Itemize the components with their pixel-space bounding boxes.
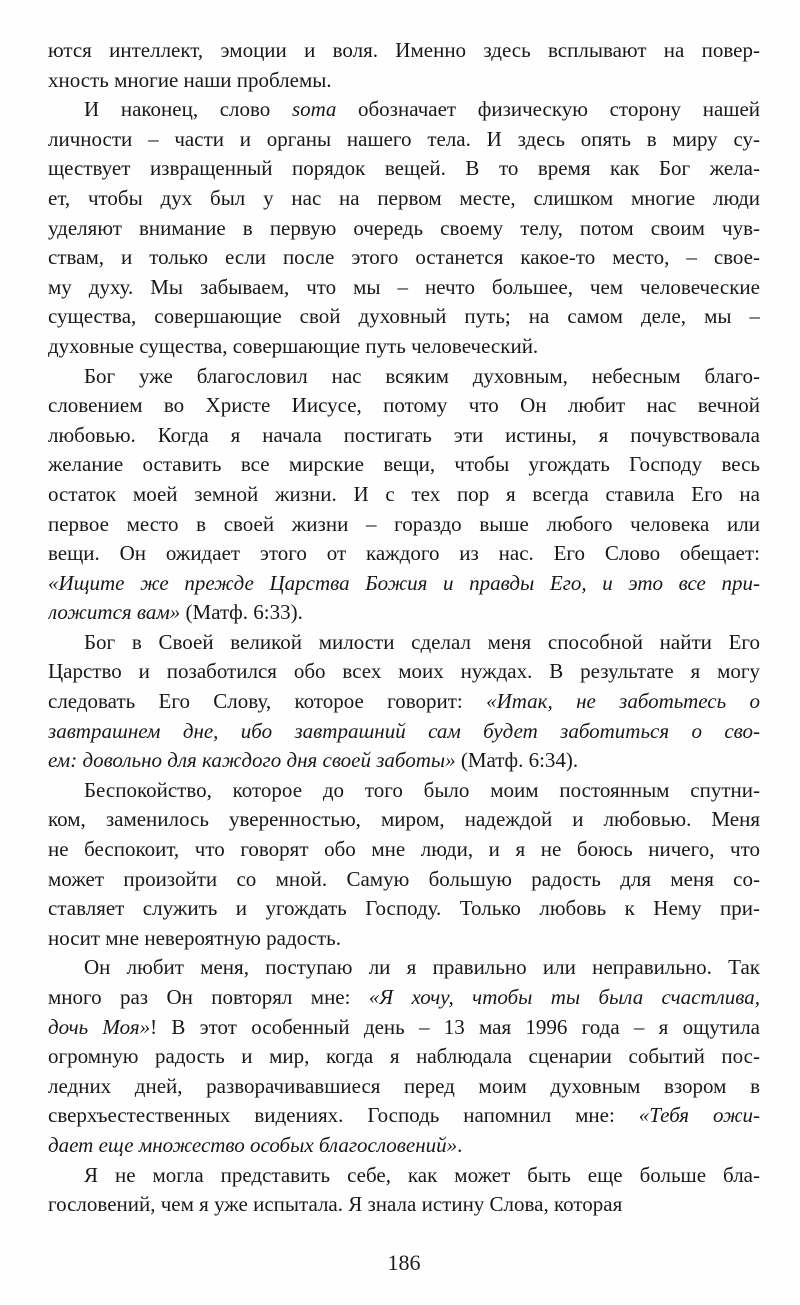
text-line xyxy=(48,835,760,865)
text-line xyxy=(48,273,760,303)
text-line xyxy=(48,214,760,244)
page-number: 186 xyxy=(387,1250,421,1275)
text-run: любовью. Когда я начала постигать эти истины, я почувствовала xyxy=(48,422,760,447)
italic-text-run: завтрашнем дне, ибо завтрашний сам будет заботиться о сво- xyxy=(48,718,760,743)
paragraph xyxy=(48,953,760,1160)
text-run: личности – части и органы нашего тела. И здесь опять в миру су- xyxy=(48,126,760,151)
text-line xyxy=(48,717,760,747)
text-line xyxy=(48,569,760,599)
text-run: (Матф. 6:34). xyxy=(455,748,579,773)
italic-text-run: дочь Моя» xyxy=(48,1014,151,1039)
page-text xyxy=(48,36,760,1220)
text-line xyxy=(48,953,760,983)
text-line xyxy=(48,1042,760,1072)
text-line xyxy=(48,657,760,687)
text-run: духовные существа, совершающие путь человеческий. xyxy=(48,333,539,358)
text-line xyxy=(48,36,760,66)
text-run: обозначает физическую сторону нашей xyxy=(336,97,760,122)
text-run: ком, заменилось уверенностью, миром, надеждой и любовью. Меня xyxy=(48,807,760,832)
paragraph xyxy=(48,628,760,776)
italic-text-run: soma xyxy=(291,97,337,122)
italic-text-run: «Тебя ожи- xyxy=(638,1103,760,1128)
text-line xyxy=(48,1131,760,1161)
text-run: ществует извращенный порядок вещей. В то время как Бог жела- xyxy=(48,156,760,181)
italic-text-run: «Ищите же прежде Царства Божия и правды Его, и это все при- xyxy=(48,570,760,595)
text-run: первое место в своей жизни – гораздо выше любого человека или xyxy=(48,511,760,536)
text-line xyxy=(48,924,760,954)
text-run: ются интеллект, эмоции и воля. Именно здесь всплывают на повер- xyxy=(48,38,760,62)
text-line xyxy=(48,510,760,540)
text-line xyxy=(48,1013,760,1043)
text-run: (Матф. 6:33). xyxy=(180,600,303,625)
text-run: ет, чтобы дух был у нас на первом месте, слишком многие люди xyxy=(48,185,760,210)
text-line xyxy=(48,687,760,717)
text-line xyxy=(48,125,760,155)
text-line xyxy=(48,480,760,510)
text-run: не беспокоит, что говорят обо мне люди, и я не боюсь ничего, что xyxy=(48,837,760,862)
italic-text-run: ем: довольно для каждого дня своей заботы» xyxy=(48,748,456,773)
text-line xyxy=(48,746,760,776)
text-line xyxy=(48,1161,760,1191)
text-line xyxy=(48,776,760,806)
text-run: Бог в Своей великой милости сделал меня способной найти Его xyxy=(84,629,760,654)
text-line xyxy=(48,539,760,569)
text-run: огромную радость и мир, когда я наблюдала сценарии событий пос- xyxy=(48,1044,760,1069)
text-run: . xyxy=(457,1132,463,1157)
text-line xyxy=(48,184,760,214)
text-run: ствам, и только если после этого останется какое-то место, – свое- xyxy=(48,245,760,270)
text-run: хность многие наши проблемы. xyxy=(48,67,332,92)
paragraph xyxy=(48,776,760,954)
text-run: носит мне невероятную радость. xyxy=(48,925,341,950)
text-run: му духу. Мы забываем, что мы – нечто большее, чем человеческие xyxy=(48,274,760,299)
text-run: желание оставить все мирские вещи, чтобы угождать Господу весь xyxy=(48,452,760,477)
text-line xyxy=(48,66,760,96)
text-run: Царство и позаботился обо всех моих нуждах. В результате я могу xyxy=(48,659,760,684)
text-run: Бог уже благословил нас всяким духовным, небесным благо- xyxy=(84,363,760,388)
text-run: ледних дней, разворачивавшиеся перед моим духовным взором в xyxy=(48,1073,760,1098)
italic-text-run: «Я хочу, чтобы ты была счастлива, xyxy=(368,985,760,1009)
text-run: ! В этот особенный день – 13 мая 1996 года – я ощутила xyxy=(150,1014,760,1039)
text-run: словением во Христе Иисусе, потому что Он любит нас вечной xyxy=(48,393,760,418)
text-line xyxy=(48,628,760,658)
text-line xyxy=(48,302,760,332)
paragraph xyxy=(48,95,760,361)
text-line xyxy=(48,421,760,451)
text-run: остаток моей земной жизни. И с тех пор я всегда ставила Его на xyxy=(48,481,760,506)
italic-text-run: дает еще множество особых благословений» xyxy=(48,1132,458,1157)
text-run: много раз Он повторял мне: xyxy=(48,985,369,1009)
text-run: Беспокойство, которое до того было моим постоянным спутни- xyxy=(84,777,760,802)
text-line xyxy=(48,243,760,273)
text-run: Я не могла представить себе, как может быть еще больше бла- xyxy=(84,1162,760,1187)
text-line xyxy=(48,983,760,1013)
text-line xyxy=(48,865,760,895)
text-run: И наконец, слово xyxy=(84,97,292,122)
text-line xyxy=(48,598,760,628)
text-line xyxy=(48,1101,760,1131)
italic-text-run: ложится вам» xyxy=(48,600,181,625)
text-run: ставляет служить и угождать Господу. Только любовь к Нему при- xyxy=(48,896,760,921)
text-run: вещи. Он ожидает этого от каждого из нас. Его Слово обещает: xyxy=(48,541,760,566)
text-run: Он любит меня, поступаю ли я правильно или неправильно. Так xyxy=(84,955,760,980)
text-line xyxy=(48,805,760,835)
text-line xyxy=(48,95,760,125)
text-run: может произойти со мной. Самую большую радость для меня со- xyxy=(48,866,760,891)
text-line xyxy=(48,1072,760,1102)
text-run: следовать Его Слову, которое говорит: xyxy=(48,689,487,714)
text-run: сверхъестественных видениях. Господь напомнил мне: xyxy=(48,1103,639,1128)
text-line xyxy=(48,1190,760,1220)
text-run: уделяют внимание в первую очередь своему телу, потом своим чув- xyxy=(48,215,760,240)
paragraph xyxy=(48,36,760,95)
italic-text-run: «Итак, не заботьтесь о xyxy=(486,689,760,714)
text-line xyxy=(48,362,760,392)
text-line xyxy=(48,450,760,480)
paragraph xyxy=(48,362,760,628)
text-run: гословений, чем я уже испытала. Я знала истину Слова, которая xyxy=(48,1192,623,1217)
text-line xyxy=(48,332,760,362)
text-line xyxy=(48,894,760,924)
paragraph xyxy=(48,1161,760,1220)
text-run: существа, совершающие свой духовный путь; на самом деле, мы – xyxy=(48,304,760,329)
text-line xyxy=(48,391,760,421)
text-line xyxy=(48,154,760,184)
